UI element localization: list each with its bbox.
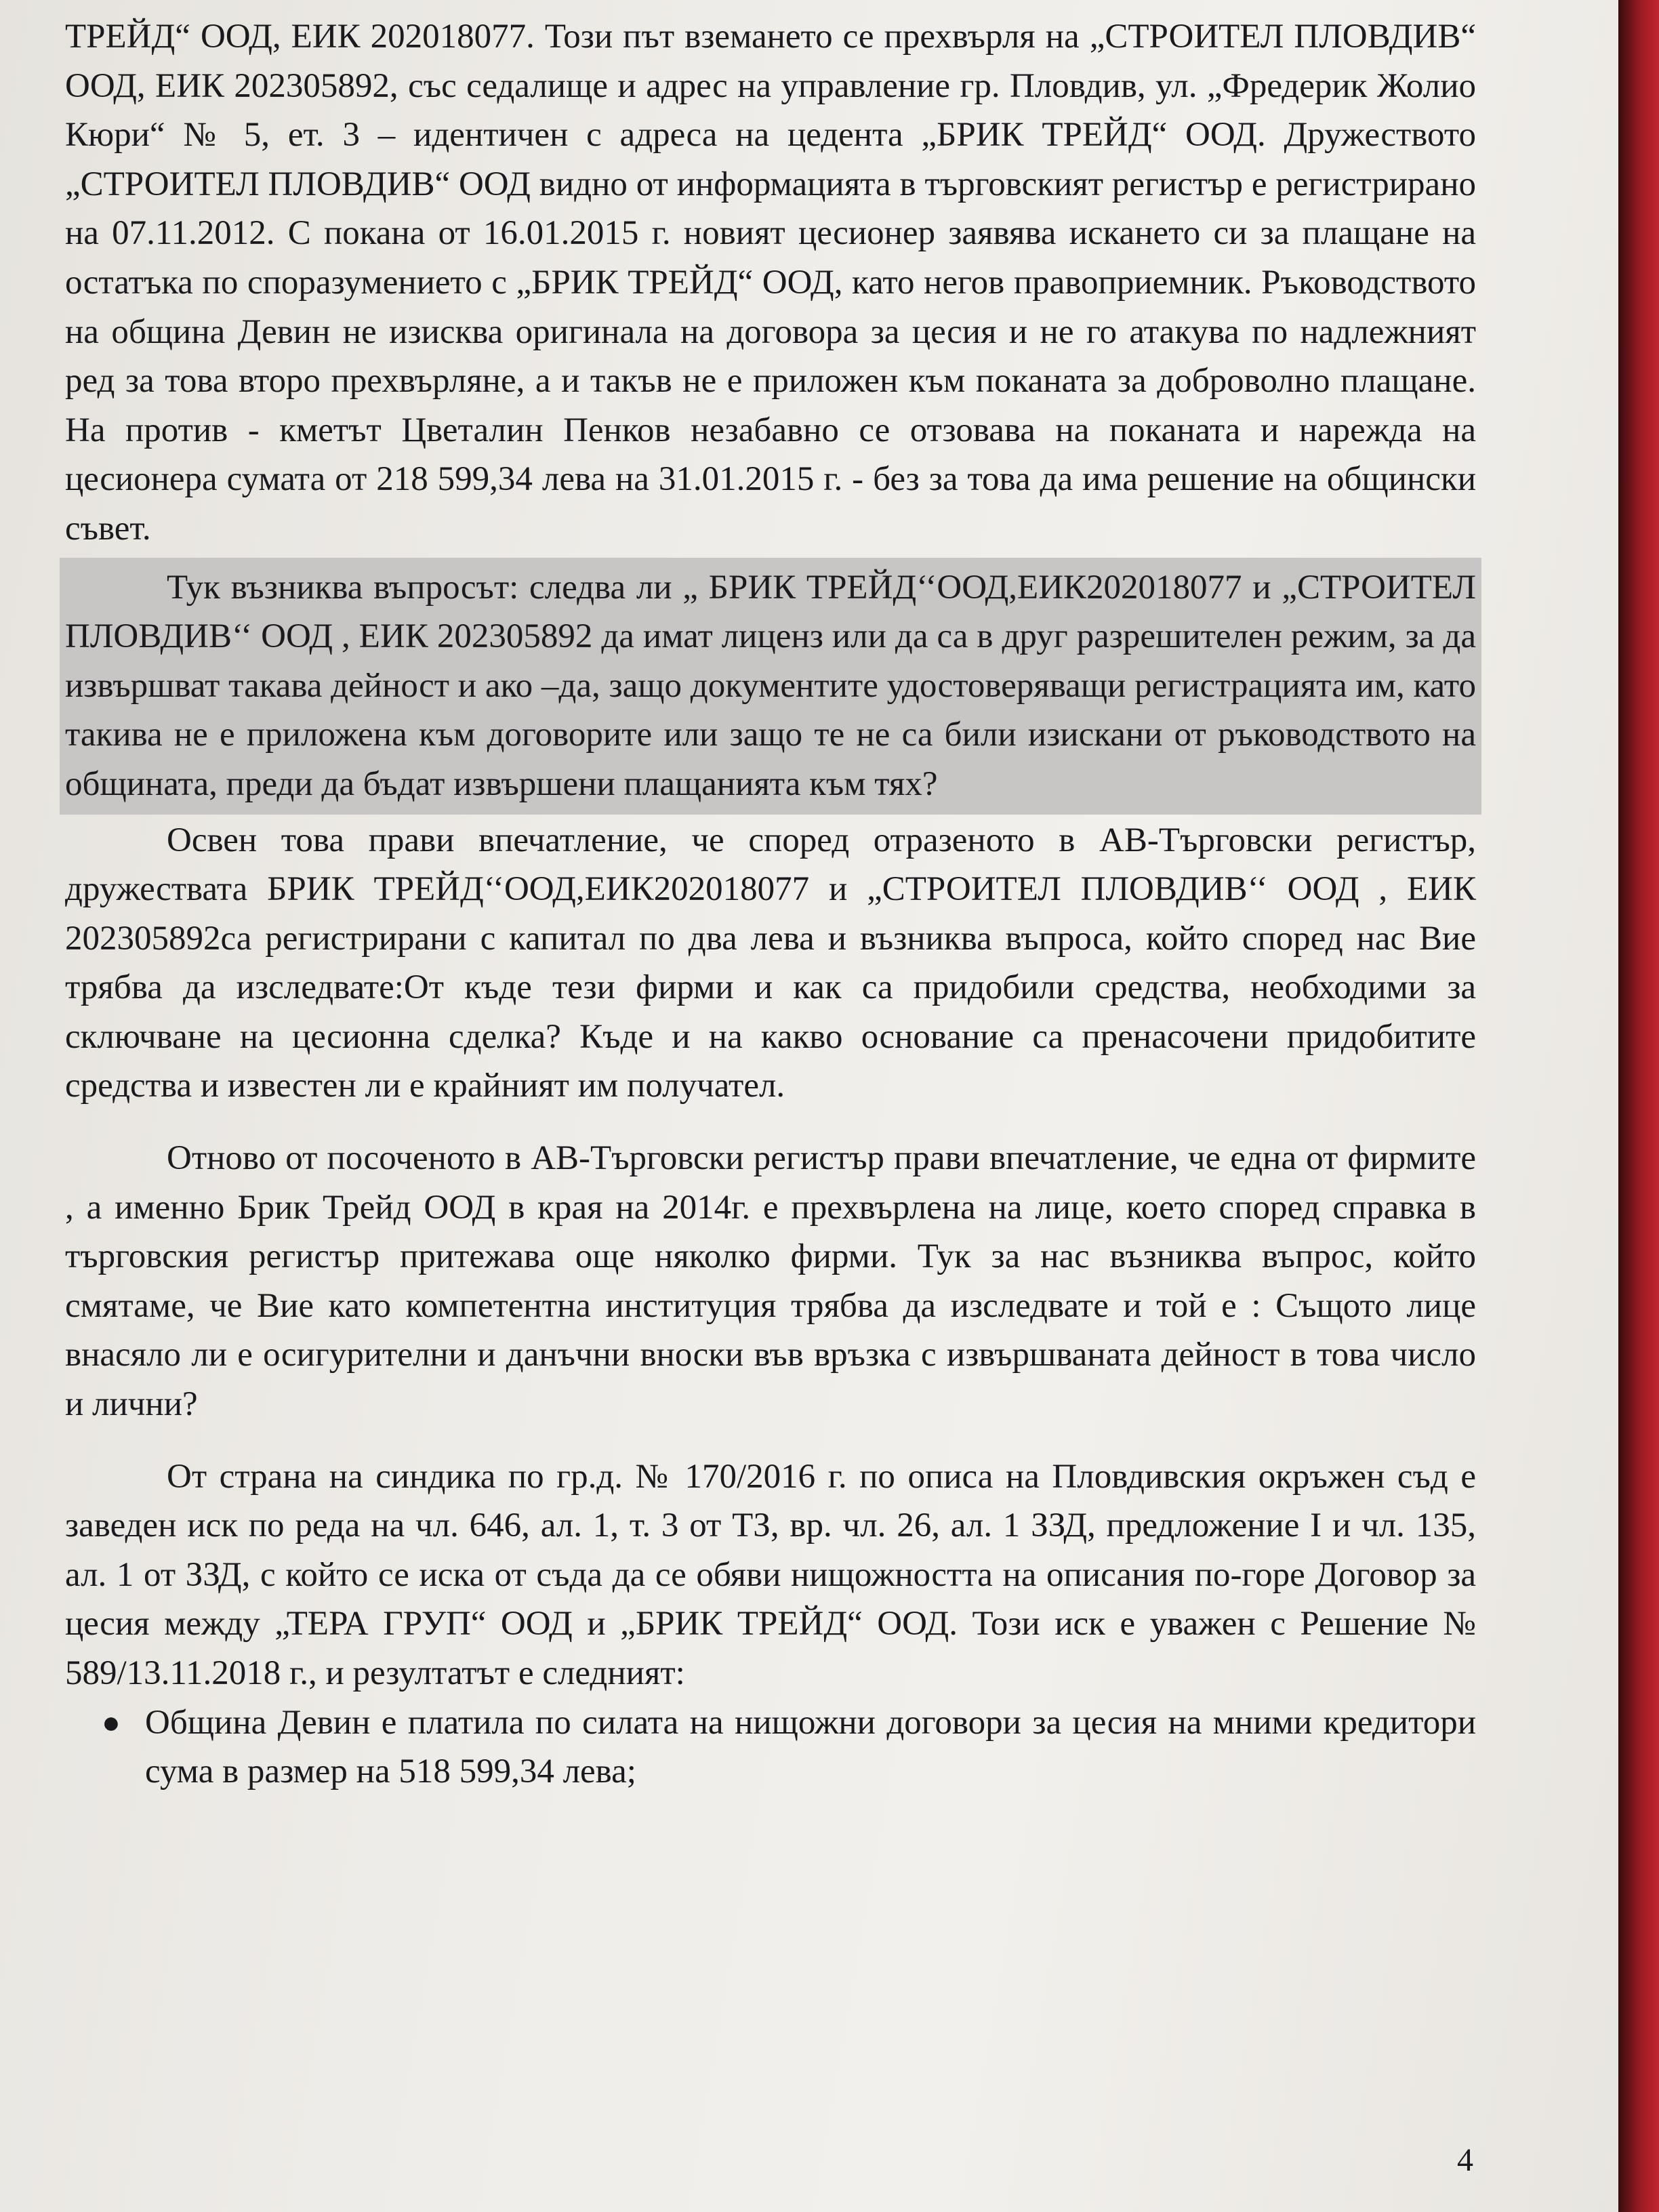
highlighted-question-block bbox=[65, 563, 1476, 809]
paragraph-court-claim: От страна на синдика по гр.д. № 170/2016 г. по описа на Пловдивския окръжен съд е заведен иск по реда на чл. 646, ал. 1, т. 3 от ТЗ, вр. чл. 26, ал. 1 ЗЗД, предложение I и чл. 135, ал. 1 от ЗЗД, с който се иска от съда да се обяви нищожността на описания по-горе Договор за цесия между „ТЕРА ГРУП“ ООД и „БРИК ТРЕЙД“ ООД. Този иск е уважен с Решение № 589/13.11.2018 г., и резултатът е следният: bbox=[65, 1457, 1476, 1692]
bullet-item bbox=[65, 1698, 1476, 1797]
paragraph-license-question: Тук възниква въпросът: следва ли „ БРИК ТРЕЙД‘‘ООД,ЕИК202018077 и „СТРОИТЕЛ ПЛОВДИВ‘‘ ООД , ЕИК 202305892 да имат лиценз или да са в друг разрешителен режим, за да извършват такава дейност и ако –да, защо документите удостоверяващи регистрацията им, като такива не е приложена към договорите или защо те не са били изискани от ръководството на общината, преди да бъдат извършени плащанията към тях? bbox=[65, 568, 1476, 803]
red-background-edge bbox=[1618, 0, 1659, 2212]
paragraph-cession-transfer: ТРЕЙД“ ООД, ЕИК 202018077. Този път вземането се прехвърля на „СТРОИТЕЛ ПЛОВДИВ“ ООД, ЕИК 202305892, със седалище и адрес на управление гр. Пловдив, ул. „Фредерик Жолио Кюри“ № 5, ет. 3 – идентичен с адреса на цедента „БРИК ТРЕЙД“ ООД. Дружеството „СТРОИТЕЛ ПЛОВДИВ“ ООД видно от информацията в търговският регистър е регистрирано на 07.11.2012. С покана от 16.01.2015 г. новият цесионер заявява искането си за плащане на остатъка по споразумението с „БРИК ТРЕЙД“ ООД, като негов правоприемник. Ръководството на община Девин не изисква оригинала на договора за цесия и не го атакува по надлежният ред за това второ прехвърляне, а и такъв не е приложен към поканата за доброволно плащане. На против - кметът Цветалин Пенков незабавно се отзовава на поканата и нарежда на цесионера сумата от 218 599,34 лева на 31.01.2015 г. - без за това да има решение на общински съвет. bbox=[65, 18, 1476, 548]
bullet-text: Община Девин е платила по силата на нищожни договори за цесия на мними кредитори сума в размер на 518 599,34 лева; bbox=[145, 1703, 1476, 1791]
bullet-dot-icon: ● bbox=[102, 1704, 121, 1740]
page-number: 4 bbox=[1457, 2142, 1473, 2178]
paragraph-capital-question: Освен това прави впечатление, че според отразеното в АВ-Търговски регистър, дружествата БРИК ТРЕЙД‘‘ООД,ЕИК202018077 и „СТРОИТЕЛ ПЛОВДИВ‘‘ ООД , ЕИК 202305892са регистрирани с капитал по два лева и възниква въпроса, който според нас Вие трябва да изследвате:От къде тези фирми и как са придобили средства, необходими за сключване на цесионна сделка? Къде и на какво основание са пренасочени придобитите средства и известен ли е крайният им получател. bbox=[65, 821, 1476, 1105]
paragraph-ownership-question: Отново от посоченото в АВ-Търговски регистър прави впечатление, че една от фирмите , а именно Брик Трейд ООД в края на 2014г. е прехвърлена на лице, което според справка в търговския регистър притежава още няколко фирми. Тук за нас възниква въпрос, който смятаме, че Вие като компетентна институция трябва да изследвате и той е : Същото лице внасяло ли е осигурителни и данъчни вноски във връзка с извършваната дейност в това число и лични? bbox=[65, 1139, 1476, 1424]
document-body bbox=[65, 12, 1476, 1797]
